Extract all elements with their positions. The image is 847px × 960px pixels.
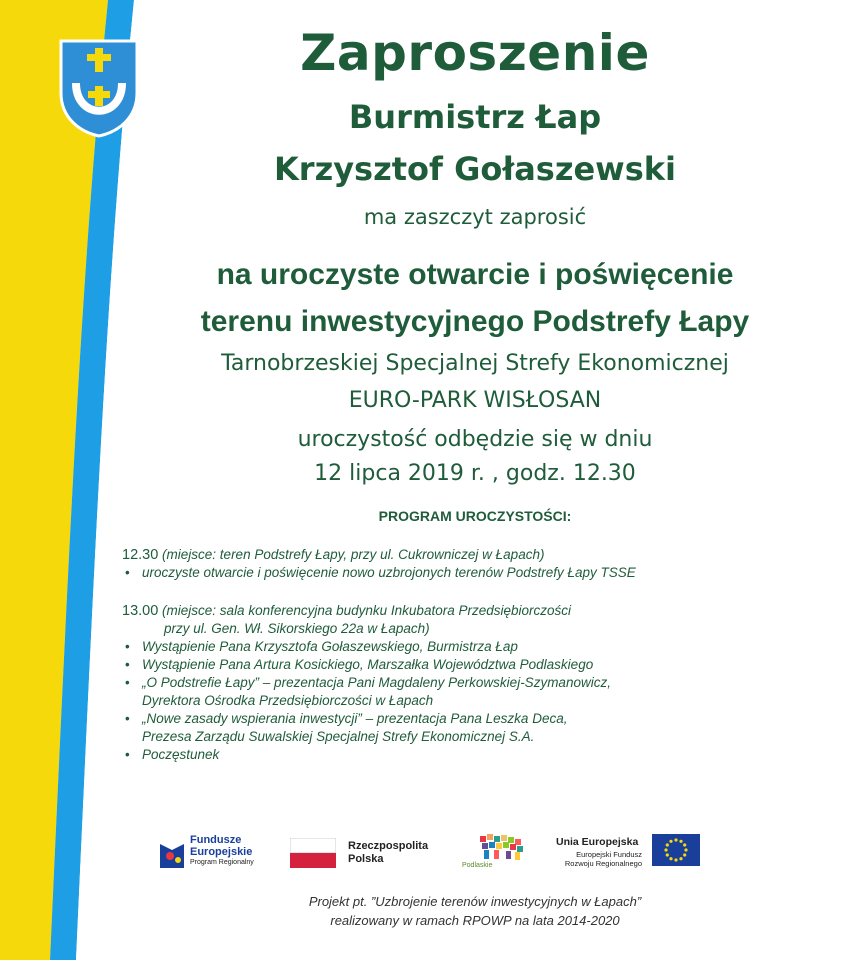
eu-fund-line-2: Rozwoju Regionalnego — [564, 859, 642, 868]
program-title: PROGRAM UROCZYSTOŚCI: — [378, 508, 572, 524]
program-place: (miejsce: teren Podstrefy Łapy, przy ul. Cukrowniczej w Łapach) — [158, 547, 545, 562]
project-program: realizowany w ramach RPOWP na lata 2014-2020 — [330, 913, 620, 928]
coat-of-arms-icon — [58, 38, 140, 138]
invitation-title: Zaproszenie — [300, 24, 650, 82]
list-item: • Wystąpienie Pana Krzysztofa Gołaszewskiego, Burmistrza Łap — [122, 638, 762, 656]
podlaskie-bison-icon — [476, 832, 528, 862]
list-item-continued: Prezesa Zarządu Suwalskiej Specjalnej Strefy Ekonomicznej S.A. — [142, 729, 535, 744]
list-item: • Wystąpienie Pana Artura Kosickiego, Marszałka Województwa Podlaskiego — [122, 656, 762, 674]
eu-funds-program: Program Regionalny — [190, 859, 254, 866]
event-line-2: terenu inwestycyjnego Podstrefy Łapy — [200, 305, 750, 338]
rp-line-2: Polska — [348, 853, 384, 865]
program-place-continued: przy ul. Gen. Wł. Sikorskiego 22a w Łapach) — [164, 621, 430, 636]
eu-funds-subtitle: Europejskie — [190, 846, 253, 858]
funding-logos — [0, 826, 847, 876]
eu-title: Unia Europejska — [556, 836, 639, 848]
host-role: Burmistrz Łap — [348, 98, 602, 136]
zone-line: Tarnobrzeskiej Specjalnej Strefy Ekonomicznej — [221, 351, 729, 376]
date-line-1: uroczystość odbędzie się w dniu — [297, 427, 653, 452]
program-block-1-header — [122, 546, 762, 564]
rp-line-1: Rzeczpospolita — [348, 840, 429, 852]
list-item: • uroczyste otwarcie i poświęcenie nowo uzbrojonych terenów Podstrefy Łapy TSSE — [122, 564, 762, 582]
eu-funds-logo-icon — [158, 830, 186, 870]
polish-flag-icon — [290, 838, 336, 868]
host-name: Krzysztof Gołaszewski — [273, 150, 677, 188]
park-line: EURO-PARK WISŁOSAN — [348, 388, 602, 413]
program-block-2-header — [122, 602, 762, 620]
program-time: 12.30 — [122, 547, 159, 563]
podlaskie-label: Podlaskie — [462, 862, 493, 869]
date-line-2: 12 lipca 2019 r. , godz. 12.30 — [314, 461, 636, 486]
program-place: (miejsce: sala konferencyjna budynku Inkubatora Przedsiębiorczości — [158, 603, 572, 618]
eu-flag-icon — [652, 834, 700, 866]
list-item-continued: Dyrektora Ośrodka Przedsiębiorczości w Łapach — [142, 693, 434, 708]
event-line-1: na uroczyste otwarcie i poświęcenie — [216, 258, 734, 291]
list-item: • Poczęstunek — [122, 746, 762, 764]
project-title: Projekt pt. ”Uzbrojenie terenów inwestycyjnych w Łapach” — [308, 894, 642, 909]
eu-fund-line-1: Europejski Fundusz — [576, 850, 642, 859]
honor-line: ma zaszczyt zaprosić — [363, 205, 587, 229]
program-time: 13.00 — [122, 603, 159, 619]
program-list — [122, 546, 762, 764]
list-item: • „O Podstrefie Łapy” – prezentacja Pani Magdaleny Perkowskiej-Szymanowicz, — [122, 674, 762, 692]
side-stripes — [0, 0, 160, 960]
eu-funds-title: Fundusze — [190, 834, 242, 846]
list-item: • „Nowe zasady wspierania inwestycji” – prezentacja Pana Leszka Deca, — [122, 710, 762, 728]
